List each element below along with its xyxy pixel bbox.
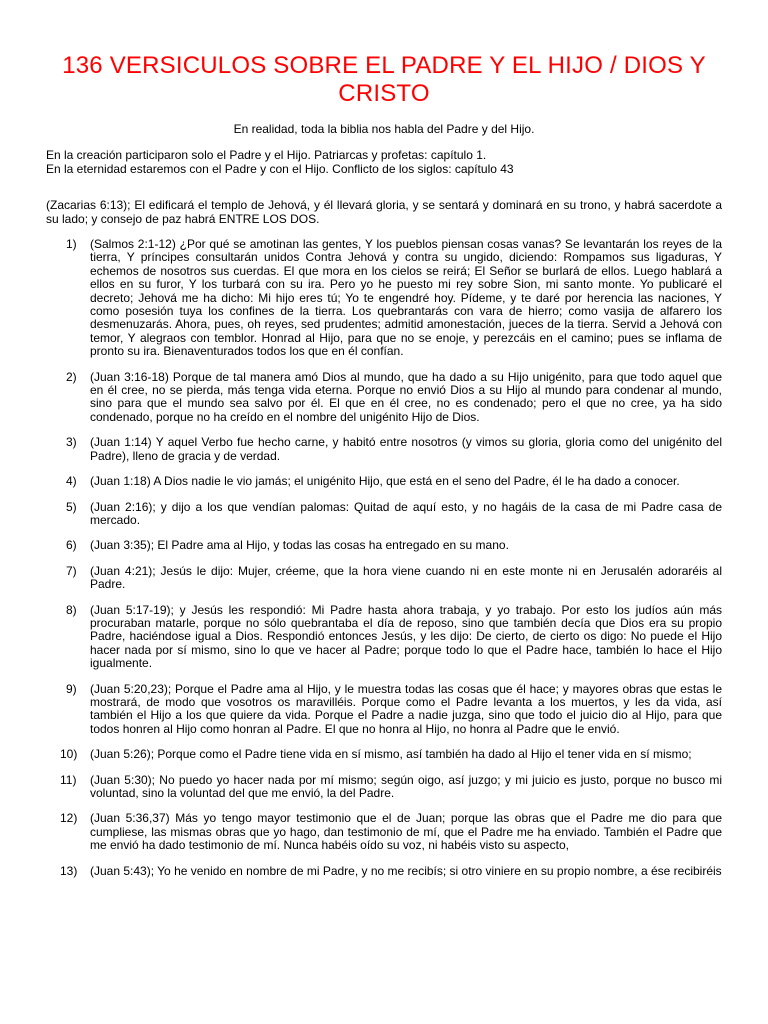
verse-item <box>46 475 722 488</box>
note-line: En la eternidad estaremos con el Padre y con el Hijo. Conflicto de los siglos: capítulo 43 <box>46 162 514 176</box>
verse-text: (Juan 3:35); El Padre ama al Hijo, y todas las cosas ha entregado en su mano. <box>90 538 509 553</box>
verse-text: (Salmos 2:1-12) ¿Por qué se amotinan las gentes, Y los pueblos piensan cosas vanas? Se levantarán los reyes de la tierra, Y príncipes consultarán unidos Contra Jehová y contra su ungido, diciendo: Rompamos sus ligaduras, Y echemos de nosotros sus cuerdas. El que mora en los cielos se reirá; El Señor se burlará de ellos. Luego hablará a ellos en su furor, Y los turbará con su ira. Pero yo he puesto mi rey sobre Sion, mi santo monte. Yo publicaré el decreto; Jehová me ha dicho: Mi hijo eres tú; Yo te engendré hoy. Pídeme, y te daré por herencia las naciones, Y como posesión tuya los confines de la tierra. Los quebrantarás con vara de hierro; como vasija de alfarero los desmenuzarás. Ahora, pues, oh reyes, sed prudentes; admitid amonestación, jueces de la tierra. Servid a Jehová con temor, Y alegraos con temblor. Honrad al Hijo, para que no se enoje, y perezcáis en el camino; pues se inflama de pronto su ira. Bienaventurados todos los que en él confían. <box>90 237 722 359</box>
verse-number: 1) <box>66 237 77 251</box>
verse-text: (Juan 5:17-19); y Jesús les respondió: Mi Padre hasta ahora trabaja, y yo trabajo. Por esto los judíos aún más procuraban matarle, porque no sólo quebrantaba el día de reposo, sino que también decía que Dios era su propio Padre, haciéndose igual a Dios. Respondió entonces Jesús, y les dijo: De cierto, de cierto os digo: No puede el Hijo hacer nada por sí mismo, sino lo que ve hacer al Padre; porque todo lo que el Padre hace, también lo hace el Hijo igualmente. <box>90 602 722 671</box>
verse-text: (Juan 1:14) Y aquel Verbo fue hecho carne, y habitó entre nosotros (y vimos su gloria, gloria como del unigénito del Padre), lleno de gracia y de verdad. <box>90 435 722 463</box>
verse-number: 6) <box>66 538 77 553</box>
verse-number: 8) <box>66 602 77 617</box>
verse-text: (Juan 2:16); y dijo a los que vendían palomas: Quitad de aquí esto, y no hagáis de la casa de mi Padre casa de mercado. <box>90 499 722 527</box>
page-title: 136 VERSICULOS SOBRE EL PADRE Y EL HIJO / DIOS Y CRISTO <box>62 52 706 107</box>
verse-number: 13) <box>60 863 78 878</box>
verse-number: 10) <box>60 747 78 762</box>
verse-number: 2) <box>66 369 77 384</box>
verse-number: 11) <box>60 772 77 787</box>
verse-item <box>46 774 722 801</box>
verse-item <box>46 748 722 761</box>
verse-item <box>46 436 722 463</box>
verse-number: 3) <box>66 435 77 450</box>
verse-number: 12) <box>60 811 78 826</box>
verse-list <box>46 238 722 878</box>
verse-item <box>46 501 722 528</box>
verse-item <box>46 539 722 552</box>
zacarias-paragraph: (Zacarias 6:13); El edificará el templo de Jehová, y él llevará gloria, y se sentará y dominará en su trono, y habrá sacerdote a su lado; y consejo de paz habrá ENTRE LOS DOS. <box>46 198 722 226</box>
verse-number: 7) <box>66 563 77 578</box>
verse-number: 5) <box>66 499 77 514</box>
verse-text: (Juan 5:36,37) Más yo tengo mayor testimonio que el de Juan; porque las obras que el Padre me dio para que cumpliese, las mismas obras que yo hago, dan testimonio de mí, que el Padre me ha enviado. También el Padre que me envió ha dado testimonio de mí. Nunca habéis oído su voz, ni habéis visto su aspecto, <box>90 811 722 853</box>
verse-text: (Juan 5:30); No puedo yo hacer nada por mí mismo; según oigo, así juzgo; y mi juicio es justo, porque no busco mi voluntad, sino la voluntad del que me envió, la del Padre. <box>90 772 722 800</box>
verse-number: 9) <box>66 681 77 696</box>
verse-text: (Juan 4:21); Jesús le dijo: Mujer, créeme, que la hora viene cuando ni en este monte ni en Jerusalén adoraréis al Padre. <box>90 563 722 592</box>
verse-item <box>46 565 722 592</box>
verse-text: (Juan 5:43); Yo he venido en nombre de mi Padre, y no me recibís; si otro viniere en su propio nombre, a ése recibiréis <box>90 863 722 878</box>
verse-item <box>46 238 722 359</box>
intro-text: En realidad, toda la biblia nos habla del Padre y del Hijo. <box>233 122 535 136</box>
notes-block <box>46 148 722 176</box>
verse-text: (Juan 5:26); Porque como el Padre tiene vida en sí mismo, así también ha dado al Hijo el tener vida en sí mismo; <box>90 747 692 762</box>
verse-item <box>46 604 722 671</box>
verse-text: (Juan 1:18) A Dios nadie le vio jamás; el unigénito Hijo, que está en el seno del Padre, él le ha dado a conocer. <box>90 474 680 489</box>
verse-text: (Juan 3:16-18) Porque de tal manera amó Dios al mundo, que ha dado a su Hijo unigénito, para que todo aquel que en él cree, no se pierda, más tenga vida eterna. Porque no envió Dios a su Hijo al mundo para condenar al mundo, sino para que el mundo sea salvo por él. El que en él cree, no es condenado; pero el que no cree, ya ha sido condenado, porque no ha creído en el nombre del unigénito Hijo de Dios. <box>90 369 722 424</box>
note-line: En la creación participaron solo el Padre y el Hijo. Patriarcas y profetas: capítulo 1. <box>46 148 487 162</box>
verse-item <box>46 812 722 852</box>
verse-item <box>46 865 722 878</box>
verse-item <box>46 371 722 425</box>
verse-item <box>46 683 722 737</box>
verse-number: 4) <box>66 474 77 489</box>
verse-text: (Juan 5:20,23); Porque el Padre ama al Hijo, y le muestra todas las cosas que él hace; y mayores obras que estas le mostrará, de modo que vosotros os maravilléis. Porque como el Padre levanta a los muertos, y les da vida, así también el Hijo a los que quiere da vida. Porque el Padre a nadie juzga, sino que todo el juicio dio al Hijo, para que todos honren al Hijo como honran al Padre. El que no honra al Hijo, no honra al Padre que le envió. <box>90 681 722 736</box>
